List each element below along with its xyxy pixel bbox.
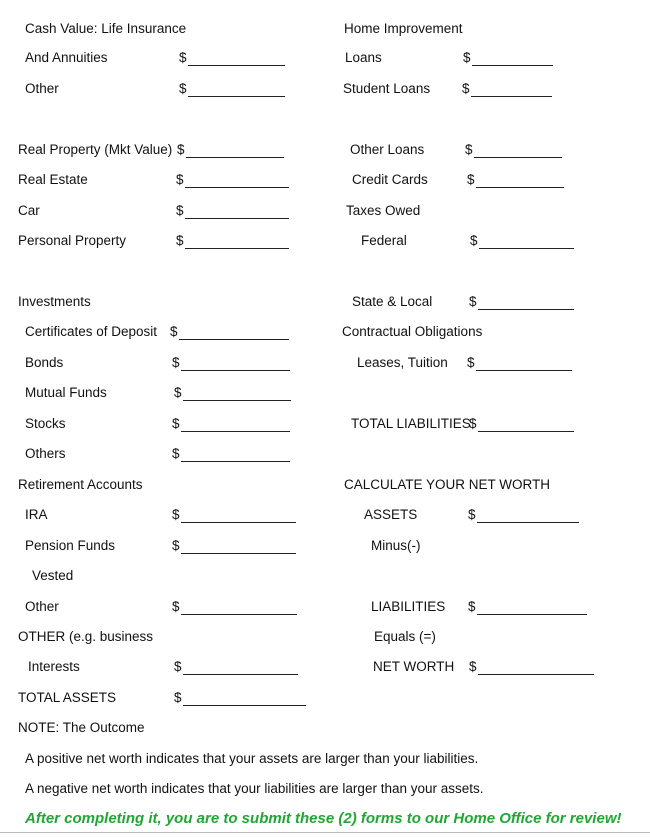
loans-field[interactable] — [472, 65, 553, 66]
label-total-liabilities: TOTAL LIABILITIES — [351, 416, 471, 431]
label-taxes-owed: Taxes Owed — [346, 203, 421, 218]
note-negative: A negative net worth indicates that your liabilities are larger than your assets. — [25, 781, 484, 796]
label-certificates: Certificates of Deposit — [25, 324, 158, 339]
label-others: Others — [25, 446, 66, 461]
label-other-loans: Other Loans — [350, 142, 425, 157]
dollar-sign: $ — [462, 81, 470, 96]
student-loans-field[interactable] — [471, 96, 552, 97]
label-state-local: State & Local — [352, 294, 433, 309]
label-ira: IRA — [25, 507, 48, 522]
label-net-worth: NET WORTH — [373, 659, 455, 674]
personal-property-field[interactable] — [185, 248, 289, 249]
note-positive: A positive net worth indicates that your assets are larger than your liabilities. — [25, 751, 479, 766]
pension-field[interactable] — [181, 553, 296, 554]
dollar-sign: $ — [172, 355, 180, 370]
dollar-sign: $ — [177, 142, 185, 157]
car-field[interactable] — [185, 218, 289, 219]
leases-field[interactable] — [476, 370, 572, 371]
assets-field[interactable] — [477, 522, 579, 523]
dollar-sign: $ — [179, 81, 187, 96]
dollar-sign: $ — [463, 50, 471, 65]
label-minus: Minus(-) — [371, 538, 421, 553]
calculate-heading: CALCULATE YOUR NET WORTH — [344, 477, 551, 492]
label-other: Other — [25, 81, 59, 96]
net-worth-field[interactable] — [478, 674, 594, 675]
label-liabilities: LIABILITIES — [371, 599, 446, 614]
mutual-funds-field[interactable] — [183, 400, 291, 401]
interests-field[interactable] — [183, 674, 298, 675]
label-annuities: And Annuities — [25, 50, 108, 65]
page-bottom-rule — [0, 832, 650, 833]
dollar-sign: $ — [176, 233, 184, 248]
other-field[interactable] — [188, 96, 285, 97]
stocks-field[interactable] — [181, 431, 290, 432]
label-cash-value: Cash Value: Life Insurance — [25, 21, 187, 36]
dollar-sign: $ — [176, 203, 184, 218]
dollar-sign: $ — [469, 294, 477, 309]
label-pension: Pension Funds — [25, 538, 116, 553]
others-field[interactable] — [181, 461, 290, 462]
label-leases: Leases, Tuition — [357, 355, 448, 370]
dollar-sign: $ — [172, 507, 180, 522]
liabilities-field[interactable] — [477, 614, 587, 615]
federal-field[interactable] — [479, 248, 574, 249]
ira-field[interactable] — [181, 522, 296, 523]
dollar-sign: $ — [179, 50, 187, 65]
dollar-sign: $ — [174, 385, 182, 400]
bonds-field[interactable] — [181, 370, 290, 371]
dollar-sign: $ — [470, 233, 478, 248]
dollar-sign: $ — [469, 659, 477, 674]
label-other-business: OTHER (e.g. business — [18, 629, 154, 644]
label-investments: Investments — [18, 294, 91, 309]
other-retirement-field[interactable] — [181, 614, 297, 615]
label-federal: Federal — [361, 233, 407, 248]
label-retirement: Retirement Accounts — [18, 477, 143, 492]
dollar-sign: $ — [172, 538, 180, 553]
label-loans: Loans — [345, 50, 382, 65]
note-heading: NOTE: The Outcome — [18, 720, 145, 735]
label-home-improvement: Home Improvement — [344, 21, 463, 36]
dollar-sign: $ — [469, 416, 477, 431]
dollar-sign: $ — [172, 446, 180, 461]
real-estate-field[interactable] — [185, 187, 289, 188]
label-real-estate: Real Estate — [18, 172, 88, 187]
submit-instruction: After completing it, you are to submit these (2) forms to our Home Office for review! — [25, 810, 622, 827]
state-local-field[interactable] — [478, 309, 574, 310]
dollar-sign: $ — [467, 172, 475, 187]
label-equals: Equals (=) — [374, 629, 436, 644]
dollar-sign: $ — [174, 690, 182, 705]
label-credit-cards: Credit Cards — [352, 172, 428, 187]
real-property-field[interactable] — [186, 157, 284, 158]
label-bonds: Bonds — [25, 355, 64, 370]
label-other-retirement: Other — [25, 599, 59, 614]
label-stocks: Stocks — [25, 416, 66, 431]
dollar-sign: $ — [467, 355, 475, 370]
label-real-property: Real Property (Mkt Value) — [18, 142, 173, 157]
label-total-assets: TOTAL ASSETS — [18, 690, 117, 705]
annuities-field[interactable] — [188, 65, 285, 66]
label-vested: Vested — [32, 568, 74, 583]
dollar-sign: $ — [170, 324, 178, 339]
other-loans-field[interactable] — [474, 157, 562, 158]
dollar-sign: $ — [465, 142, 473, 157]
credit-cards-field[interactable] — [476, 187, 564, 188]
label-car: Car — [18, 203, 40, 218]
label-assets: ASSETS — [364, 507, 418, 522]
dollar-sign: $ — [468, 599, 476, 614]
dollar-sign: $ — [176, 172, 184, 187]
label-mutual-funds: Mutual Funds — [25, 385, 107, 400]
certificates-field[interactable] — [179, 339, 289, 340]
label-contractual: Contractual Obligations — [342, 324, 483, 339]
dollar-sign: $ — [172, 599, 180, 614]
total-liabilities-field[interactable] — [478, 431, 574, 432]
label-personal-property: Personal Property — [18, 233, 127, 248]
label-student-loans: Student Loans — [343, 81, 431, 96]
dollar-sign: $ — [174, 659, 182, 674]
label-interests: Interests — [28, 659, 80, 674]
dollar-sign: $ — [468, 507, 476, 522]
total-assets-field[interactable] — [183, 705, 306, 706]
dollar-sign: $ — [172, 416, 180, 431]
